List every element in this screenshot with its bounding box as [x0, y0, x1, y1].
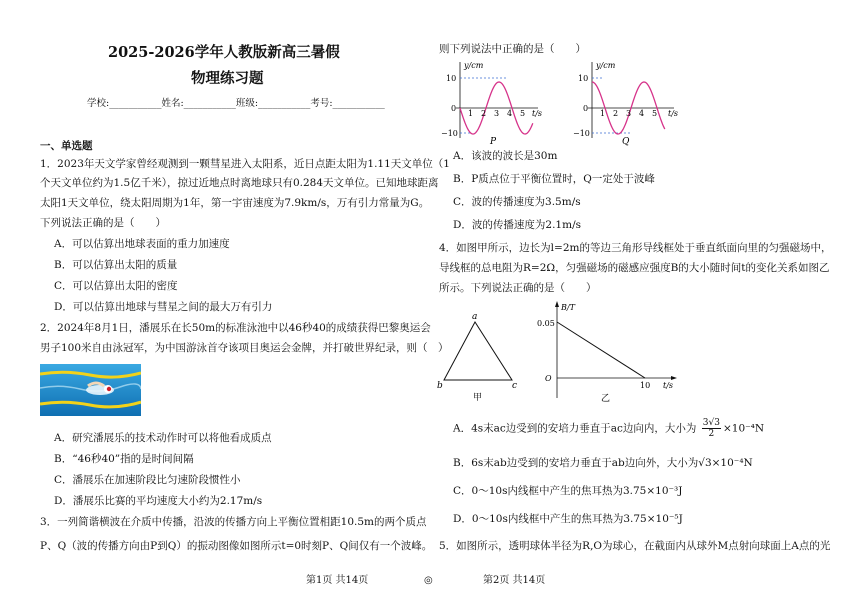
fig-jia-label: 甲: [473, 393, 483, 403]
bt-xlabel: t/s: [663, 381, 674, 390]
q1-line1: 1．2023年天文学家曾经观测到一颗彗星进入太阳系，近日点距太阳为1.11天文单位（1: [40, 158, 450, 170]
graph-p-xtick-4: 4: [507, 109, 513, 118]
swimmer-photo: [40, 364, 141, 416]
graph-q-xtick-3: 3: [626, 109, 632, 118]
b-t-graph: [535, 298, 685, 408]
q1-option-d: D．可以估算出地球与彗星之间的最大万有引力: [54, 301, 273, 313]
q3-line2: P、Q（波的传播方向由P到Q）的振动图像如图所示t=0时刻P、Q间仅有一个波峰。: [40, 540, 433, 552]
q1-option-c: C．可以估算出太阳的密度: [54, 280, 178, 292]
graph-q-xtick-2: 2: [613, 109, 619, 118]
graph-p-xtick-3: 3: [494, 109, 500, 118]
q2-option-c: C．潘展乐在加速阶段比匀速阶段惯性小: [54, 474, 241, 486]
graph-p: [441, 61, 542, 147]
q1-line2: 个天文单位约为1.5亿千米），掠过近地点时离地球只有0.284天文单位。已知地球距离: [40, 177, 439, 189]
q4-option-a-fraction: [702, 418, 721, 439]
graph-p-label: P: [490, 137, 497, 147]
graph-p-xtick-1: 1: [468, 109, 474, 118]
q2-option-a: A．研究潘展乐的技术动作时可以将他看成质点: [54, 432, 272, 444]
graph-p-xtick-5: 5: [520, 109, 526, 118]
graph-p-xlabel: t/s: [532, 109, 543, 118]
vertex-a: a: [472, 312, 478, 322]
q3-line3: 则下列说法中正确的是（ ）: [439, 43, 586, 55]
bt-xtick: 10: [640, 381, 651, 390]
graph-q-xlabel: t/s: [668, 109, 678, 118]
q5-line1: 5．如图所示，透明球体半径为R,O为球心，在截面内从球外M点射向球面上A点的光: [439, 540, 831, 552]
vertex-b: b: [437, 381, 443, 391]
q3-option-d: D．波的传播速度为2.1m/s: [453, 219, 581, 231]
q2-option-b: B．“46秒40”指的是时间间隔: [54, 453, 194, 465]
graph-q-ytick-10: 10: [578, 74, 589, 83]
triangle-frame: [444, 322, 512, 380]
q4-line1: 4．如图甲所示，边长为l=2m的等边三角形导线框处于垂直纸面向里的匀强磁场中，: [439, 242, 832, 254]
graph-q-ytick-0: 0: [583, 104, 589, 113]
fraction-denominator: 2: [708, 429, 715, 439]
q4-option-c: C．0～10s内线框中产生的焦耳热为3.75×10⁻³J: [453, 485, 683, 497]
graph-p-ytick-10: 10: [446, 74, 457, 83]
footer-page-left: 第1页 共14页: [306, 575, 369, 586]
fraction-numerator: 3√3: [702, 418, 720, 428]
q1-line3: 太阳1天文单位，绕太阳周期为1年，第一宇宙速度为7.9km/s，万有引力常量为G。: [40, 197, 430, 209]
q3-option-b: B．P质点位于平衡位置时，Q一定处于波峰: [453, 173, 655, 185]
q4-line2: 导线框的总电阻为R=2Ω，匀强磁场的磁感应强度B的大小随时间t的变化关系如图乙: [439, 262, 830, 274]
bt-ylabel: B/T: [561, 303, 575, 312]
vibration-graphs: [438, 58, 678, 148]
fig-yi-label: 乙: [601, 394, 611, 404]
q2-line2: 男子100米自由泳冠军，为中国游泳首夺该项目奥运会金牌，并打破世界纪录，则（ ）: [40, 342, 449, 354]
graph-q-label: Q: [622, 137, 630, 147]
footer-page-right: 第2页 共14页: [483, 575, 546, 586]
section-single-choice: 一、单选题: [40, 140, 93, 152]
footer-divider-symbol: ◎: [424, 575, 433, 586]
q4-option-a-tail: ×10⁻⁴N: [722, 422, 765, 435]
q4-option-a-text: A．4s末ac边受到的安培力垂直于ac边向内，大小为: [453, 422, 697, 435]
graph-q-xtick-4: 4: [639, 109, 645, 118]
vertex-c: c: [512, 381, 518, 391]
q4-option-d: D．0～10s内线框中产生的焦耳热为3.75×10⁻⁵J: [453, 513, 683, 525]
triangle-frame-figure: [436, 310, 526, 405]
student-info-line: 学校:___________姓名:___________班级:___________考号:___________: [87, 98, 385, 109]
graph-p-ytick-neg10: −10: [441, 129, 458, 138]
bt-ytick: 0.05: [537, 319, 555, 328]
q1-line4: 下列说法正确的是（ ）: [40, 217, 166, 229]
q2-line1: 2．2024年8月1日，潘展乐在长50m的标准泳池中以46秒40的成绩获得巴黎奥运会: [40, 322, 431, 334]
q1-option-a: A．可以估算出地球表面的重力加速度: [54, 238, 230, 250]
q3-line1: 3．一列简谐横波在介质中传播，沿波的传播方向上平衡位置相距10.5m的两个质点: [40, 516, 427, 528]
graph-q-xtick-5: 5: [652, 109, 658, 118]
graph-q-ylabel: y/cm: [596, 61, 616, 70]
q3-option-c: C．波的传播速度为3.5m/s: [453, 196, 581, 208]
q3-option-a: A．该波的波长是30m: [453, 150, 558, 162]
graph-q: [573, 61, 678, 147]
title-line1: 2025-2026学年人教版新高三暑假: [108, 44, 340, 61]
q4-line3: 所示。下列说法正确的是（ ）: [439, 282, 597, 294]
graph-p-ylabel: y/cm: [464, 61, 484, 70]
graph-p-ytick-0: 0: [451, 104, 457, 113]
q4-option-a: [453, 418, 764, 439]
graph-q-xtick-1: 1: [600, 109, 606, 118]
q1-option-b: B．可以估算出太阳的质量: [54, 259, 178, 271]
graph-p-xtick-2: 2: [481, 109, 487, 118]
graph-q-ytick-neg10: −10: [573, 129, 590, 138]
q4-option-b: B．6s末ab边受到的安培力垂直于ab边向外，大小为√3×10⁻⁴N: [453, 457, 753, 469]
bt-origin: O: [545, 374, 552, 383]
title-line2: 物理练习题: [191, 70, 264, 87]
q2-option-d: D．潘展乐比赛的平均速度大小约为2.17m/s: [54, 495, 263, 507]
bt-line: [557, 322, 645, 378]
